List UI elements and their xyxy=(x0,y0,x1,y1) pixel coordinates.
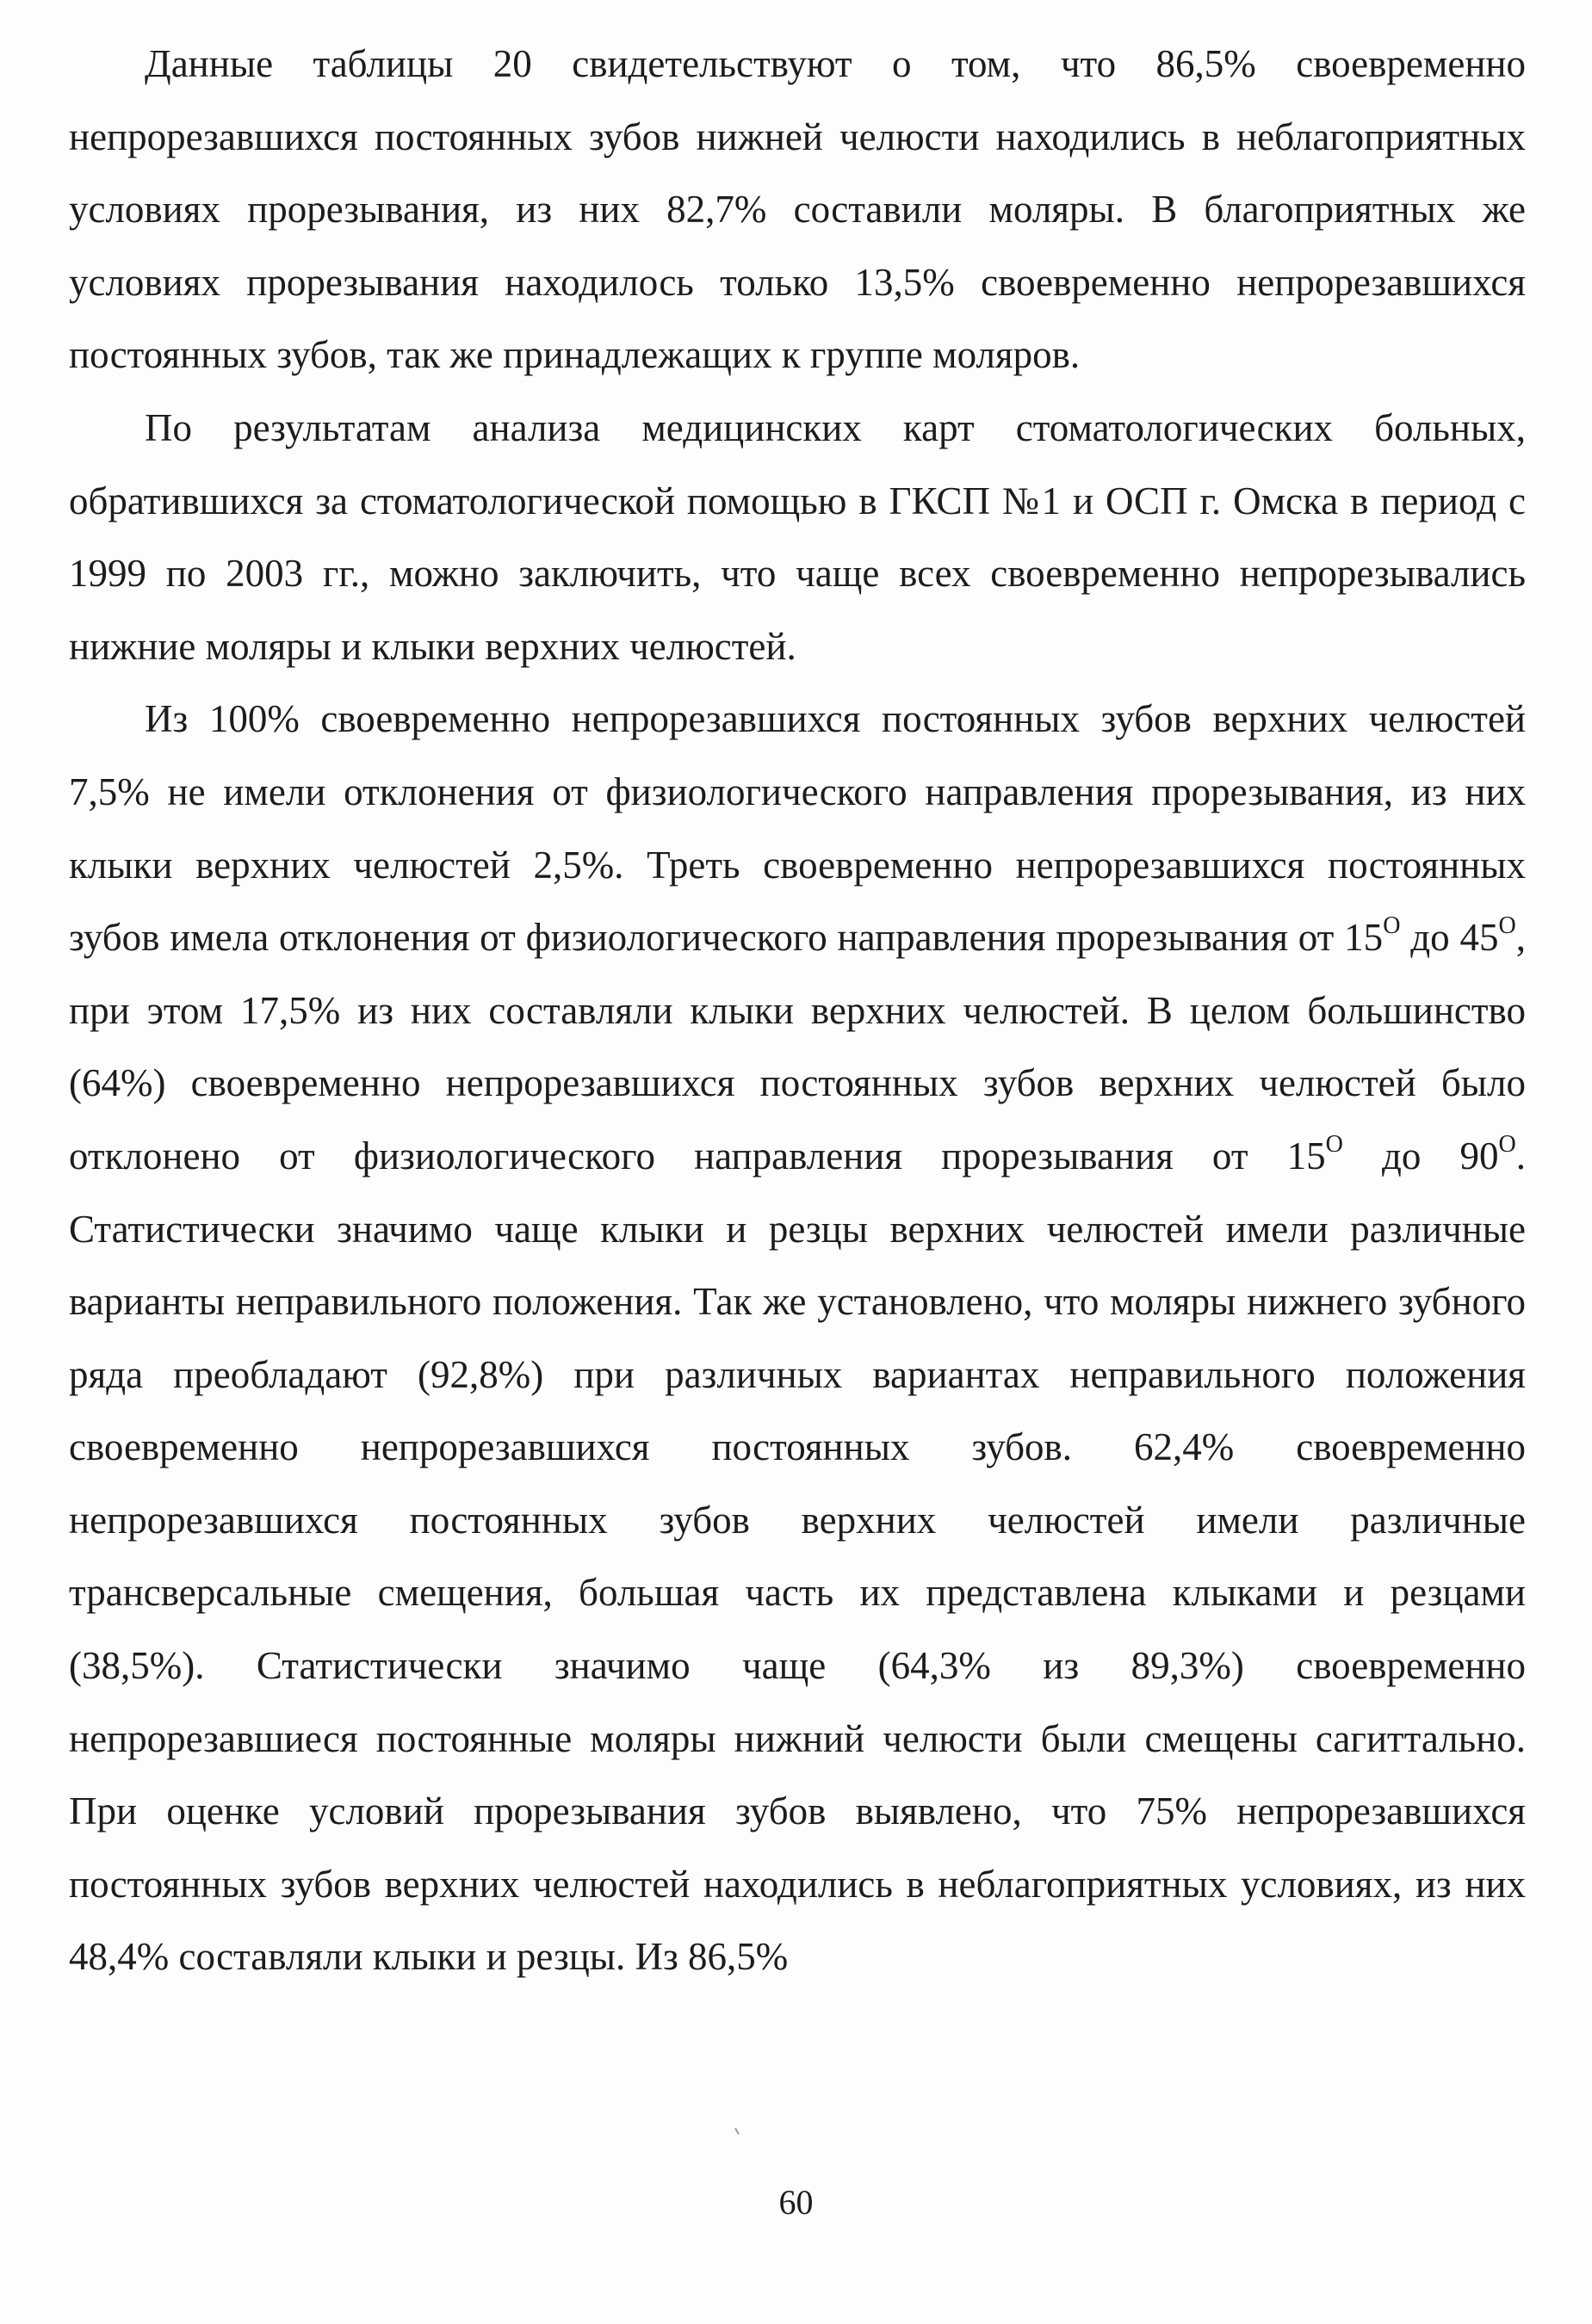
paragraph-text-segment: , при этом 17,5% из них составляли клыки верхних челюстей. В целом большинство (64%) своевременно непрорезавшихся постоянных зубов верхних челюстей было отклонено от физиологического направления прорезывания от 15 xyxy=(69,916,1526,1177)
scan-speck xyxy=(734,2128,740,2135)
paragraph-text-segment: до 90 xyxy=(1342,1134,1499,1177)
paragraph-upper-jaw-deviations xyxy=(69,683,1526,1993)
paragraph-table-20-summary: Данные таблицы 20 свидетельствуют о том, что 86,5% своевременно непрорезавшихся постоянных зубов нижней челюсти находились в неблагоприятных условиях прорезывания, из них 82,7% составили моляры. В благоприятных же условиях прорезывания находилось только 13,5% своевременно непрорезавшихся постоянных зубов, так же принадлежащих к группе моляров. xyxy=(69,42,1526,377)
body-text xyxy=(69,28,1526,1993)
degree-superscript: O xyxy=(1498,1130,1516,1158)
paragraph-text-segment: Из 100% своевременно непрорезавшихся постоянных зубов верхних челюстей 7,5% не имели отклонения от физиологического направления прорезывания, из них клыки верхних челюстей 2,5%. Треть своевременно непрорезавшихся постоянных зубов имела отклонения от физиологического направления прорезывания от 15 xyxy=(69,697,1526,960)
paragraph-text-segment: до 45 xyxy=(1400,916,1499,960)
degree-superscript: O xyxy=(1325,1130,1343,1158)
degree-superscript: O xyxy=(1498,912,1516,940)
page-number: 60 xyxy=(778,2183,814,2222)
paragraph-medical-records-analysis: По результатам анализа медицинских карт стоматологических больных, обратившихся за стоматологической помощью в ГКСП №1 и ОСП г. Омска в период с 1999 по 2003 гг., можно заключить, что чаще всех своевременно непрорезывались нижние моляры и клыки верхних челюстей. xyxy=(69,405,1526,668)
paragraph-text-segment: . Статистически значимо чаще клыки и резцы верхних челюстей имели различные варианты неправильного положения. Так же установлено, что моляры нижнего зубного ряда преобладают (92,8%) при различных вариантах неправильного положения своевременно непрорезавшихся постоянных зубов. 62,4% своевременно непрорезавшихся постоянных зубов верхних челюстей имели различные трансверсальные смещения, большая часть их представлена клыками и резцами (38,5%). Статистически значимо чаще (64,3% из 89,3%) своевременно непрорезавшиеся постоянные моляры нижний челюсти были смещены сагиттально. При оценке условий прорезывания зубов выявлено, что 75% непрорезавшихся постоянных зубов верхних челюстей находились в неблагоприятных условиях, из них 48,4% составляли клыки и резцы. Из 86,5% xyxy=(69,1134,1526,1979)
degree-superscript: O xyxy=(1383,912,1401,940)
